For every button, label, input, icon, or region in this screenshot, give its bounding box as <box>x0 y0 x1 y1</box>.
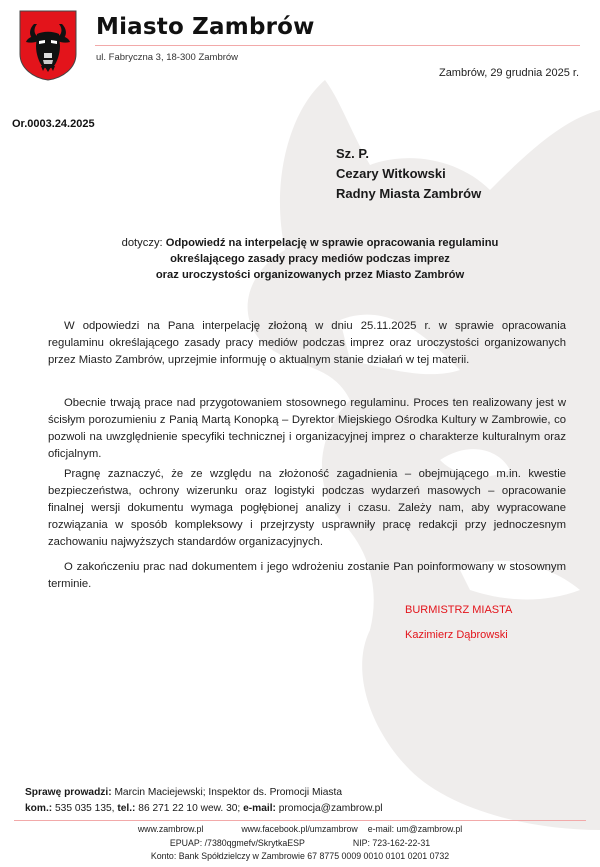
contact-block <box>25 785 383 816</box>
phone-label: tel.: <box>117 802 136 814</box>
coat-of-arms-logo <box>19 10 77 81</box>
handler-line <box>25 785 383 801</box>
contact-line <box>25 801 383 817</box>
footer <box>0 823 600 864</box>
footer-epuap: EPUAP: /7380qgmefv/SkrytkaESP <box>169 837 305 848</box>
phone-value: 86 271 22 10 wew. 30; <box>135 802 244 814</box>
body-paragraph-4 <box>48 559 566 593</box>
subject-line-3: oraz uroczystości organizowanych przez Miasto Zambrów <box>155 269 465 281</box>
subject-block <box>40 235 580 283</box>
recipient-name: Cezary Witkowski <box>336 166 446 181</box>
mobile-label: kom.: <box>25 802 53 814</box>
letter-date: Zambrów, 29 grudnia 2025 r. <box>438 67 579 79</box>
body-paragraph-2 <box>48 395 566 463</box>
paragraph-text: O zakończeniu prac nad dokumentem i jego wdrożeniu zostanie Pan poinformowany w stosownym terminie. <box>48 561 566 590</box>
handler-label: Sprawę prowadzi: <box>25 787 112 798</box>
body-paragraph-1 <box>48 318 566 369</box>
city-address: ul. Fabryczna 3, 18-300 Zambrów <box>96 52 239 63</box>
recipient-title: Radny Miasta Zambrów <box>336 186 482 201</box>
reference-number: Or.0003.24.2025 <box>12 118 95 130</box>
paragraph-text: W odpowiedzi na Pana interpelację złożoną w dniu 25.11.2025 r. w sprawie opracowania regulaminu określającego zasady pracy mediów podczas imprez oraz uroczystości organizowanych przez Miasto Zambrów, uprzejmie informuję o aktualnym stanie działań w tej materii. <box>48 320 566 366</box>
handler-value: Marcin Maciejewski; Inspektor ds. Promocji Miasta <box>111 787 343 798</box>
footer-divider <box>14 820 586 821</box>
footer-website-link[interactable]: www.zambrow.pl <box>137 824 204 834</box>
mobile-value: 535 035 135, <box>52 802 118 814</box>
subject-line-2: określającego zasady pracy mediów podczas imprez <box>170 253 450 265</box>
paragraph-text: Pragnę zaznaczyć, że ze względu na złożoność zagadnienia – obejmującego m.in. kwestie bezpieczeństwa, ochrony wizerunku oraz logistyki podczas wydarzeń masowych – opracowanie finalnej wersji dokumentu wymaga pogłębionej analizy i czasu. Zależy nam, aby wypracowane rozwiązania w sposób kompleksowy i przejrzysty usprawniły pracę redakcji przy jednoczesnym zachowaniu najwyższych standardów organizacyjnych. <box>48 468 566 548</box>
city-name: Miasto Zambrów <box>96 14 315 40</box>
recipient-block <box>336 144 481 204</box>
footer-account: Konto: Bank Spółdzielczy w Zambrowie 67 8775 0009 0010 0101 0201 0732 <box>150 851 450 861</box>
subject-label: dotyczy: <box>121 237 166 249</box>
footer-nip: NIP: 723-162-22-31 <box>352 837 431 848</box>
body-paragraph-3 <box>48 466 566 551</box>
footer-facebook-link[interactable]: www.facebook.pl/umzambrow <box>241 824 358 834</box>
recipient-salutation: Sz. P. <box>336 146 370 161</box>
footer-email[interactable]: e-mail: um@zambrow.pl <box>367 824 463 834</box>
signature-position: BURMISTRZ MIASTA <box>405 604 513 616</box>
paragraph-text: Obecnie trwają prace nad przygotowaniem stosownego regulaminu. Proces ten realizowany jest w ścisłym porozumieniu z Panią Martą Konopką – Dyrektor Miejskiego Ośrodka Kultury w Zambrowie, co pozwoli na uwzględnienie specyfiki technicznej i organizacyjnej imprez o charakterze kulturalnym oraz oficjalnym. <box>48 397 566 460</box>
subject-line-1: Odpowiedź na interpelację w sprawie opracowania regulaminu <box>165 237 499 249</box>
signature-name: Kazimierz Dąbrowski <box>405 629 508 641</box>
email-label: e-mail: <box>243 802 276 814</box>
email-value[interactable]: promocja@zambrow.pl <box>275 802 383 814</box>
header-divider <box>95 45 580 46</box>
